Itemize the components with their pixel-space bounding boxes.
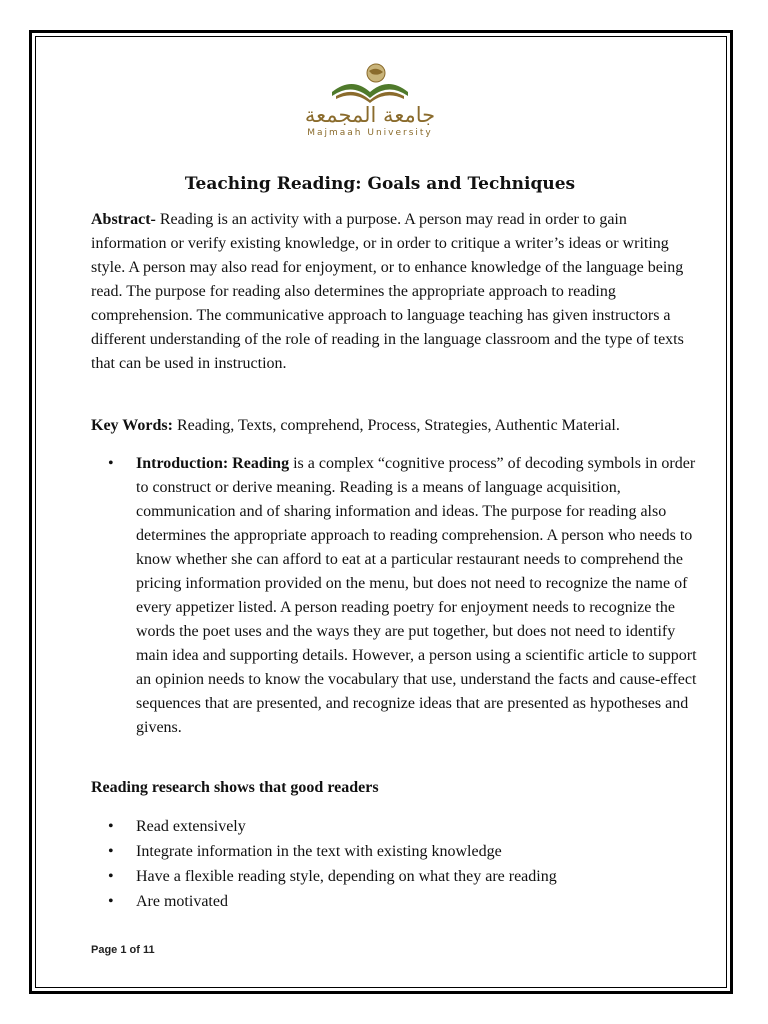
research-list bbox=[108, 814, 708, 914]
keywords-paragraph bbox=[91, 414, 711, 438]
abstract-label: Abstract- bbox=[91, 211, 156, 228]
keywords-label: Key Words: bbox=[91, 417, 173, 434]
logo-arabic-text: جامعة المجمعة bbox=[304, 103, 436, 127]
logo-english-text: Majmaah University bbox=[307, 128, 433, 138]
list-item: • Have a flexible reading style, depending on what they are reading bbox=[108, 864, 708, 889]
introduction-text: is a complex “cognitive process” of decoding symbols in order to construct or derive meaning. Reading is a means of language acquisition, communication and of sharing information and ideas. The purpose for reading also determines the appropriate approach to reading comprehension. A person who needs to know whether she can afford to eat at a particular restaurant needs to comprehend the pricing information provided on the menu, but does not need to recognize the name of every appetizer listed. A person reading poetry for enjoyment needs to recognize the words the poet uses and the ways they are put together, but does not need to identify main idea and supporting details. However, a person using a scientific article to support an opinion needs to know the vocabulary that use, understand the facts and cause-effect sequences that are presented, and recognize ideas that are presented as hypotheses and givens. bbox=[136, 455, 697, 736]
list-item: • Integrate information in the text with existing knowledge bbox=[108, 839, 708, 864]
introduction-bullet bbox=[108, 452, 708, 740]
document-title: Teaching Reading: Goals and Techniques bbox=[184, 174, 576, 194]
introduction-label: Introduction: Reading bbox=[136, 455, 290, 472]
open-book-globe-icon bbox=[326, 62, 414, 104]
list-item: • Are motivated bbox=[108, 889, 708, 914]
keywords-text: Reading, Texts, comprehend, Process, Strategies, Authentic Material. bbox=[172, 417, 620, 434]
bullet-marker: • bbox=[108, 455, 114, 472]
research-heading: Reading research shows that good readers bbox=[91, 779, 379, 796]
abstract-text: Reading is an activity with a purpose. A person may read in order to gain information or verify existing knowledge, or in order to critique a writer’s ideas or writing style. A person may also read for enjoyment, or to enhance knowledge of the language being read. The purpose for reading also determines the appropriate approach to reading comprehension. The communicative approach to language teaching has given instructors a different understanding of the role of reading in the language classroom and the type of texts that can be used in instruction. bbox=[91, 211, 684, 372]
university-logo bbox=[290, 62, 450, 146]
introduction-paragraph bbox=[136, 452, 708, 740]
abstract-paragraph bbox=[91, 208, 701, 376]
page-number: Page 1 of 11 bbox=[91, 944, 155, 956]
list-item: • Read extensively bbox=[108, 814, 708, 839]
